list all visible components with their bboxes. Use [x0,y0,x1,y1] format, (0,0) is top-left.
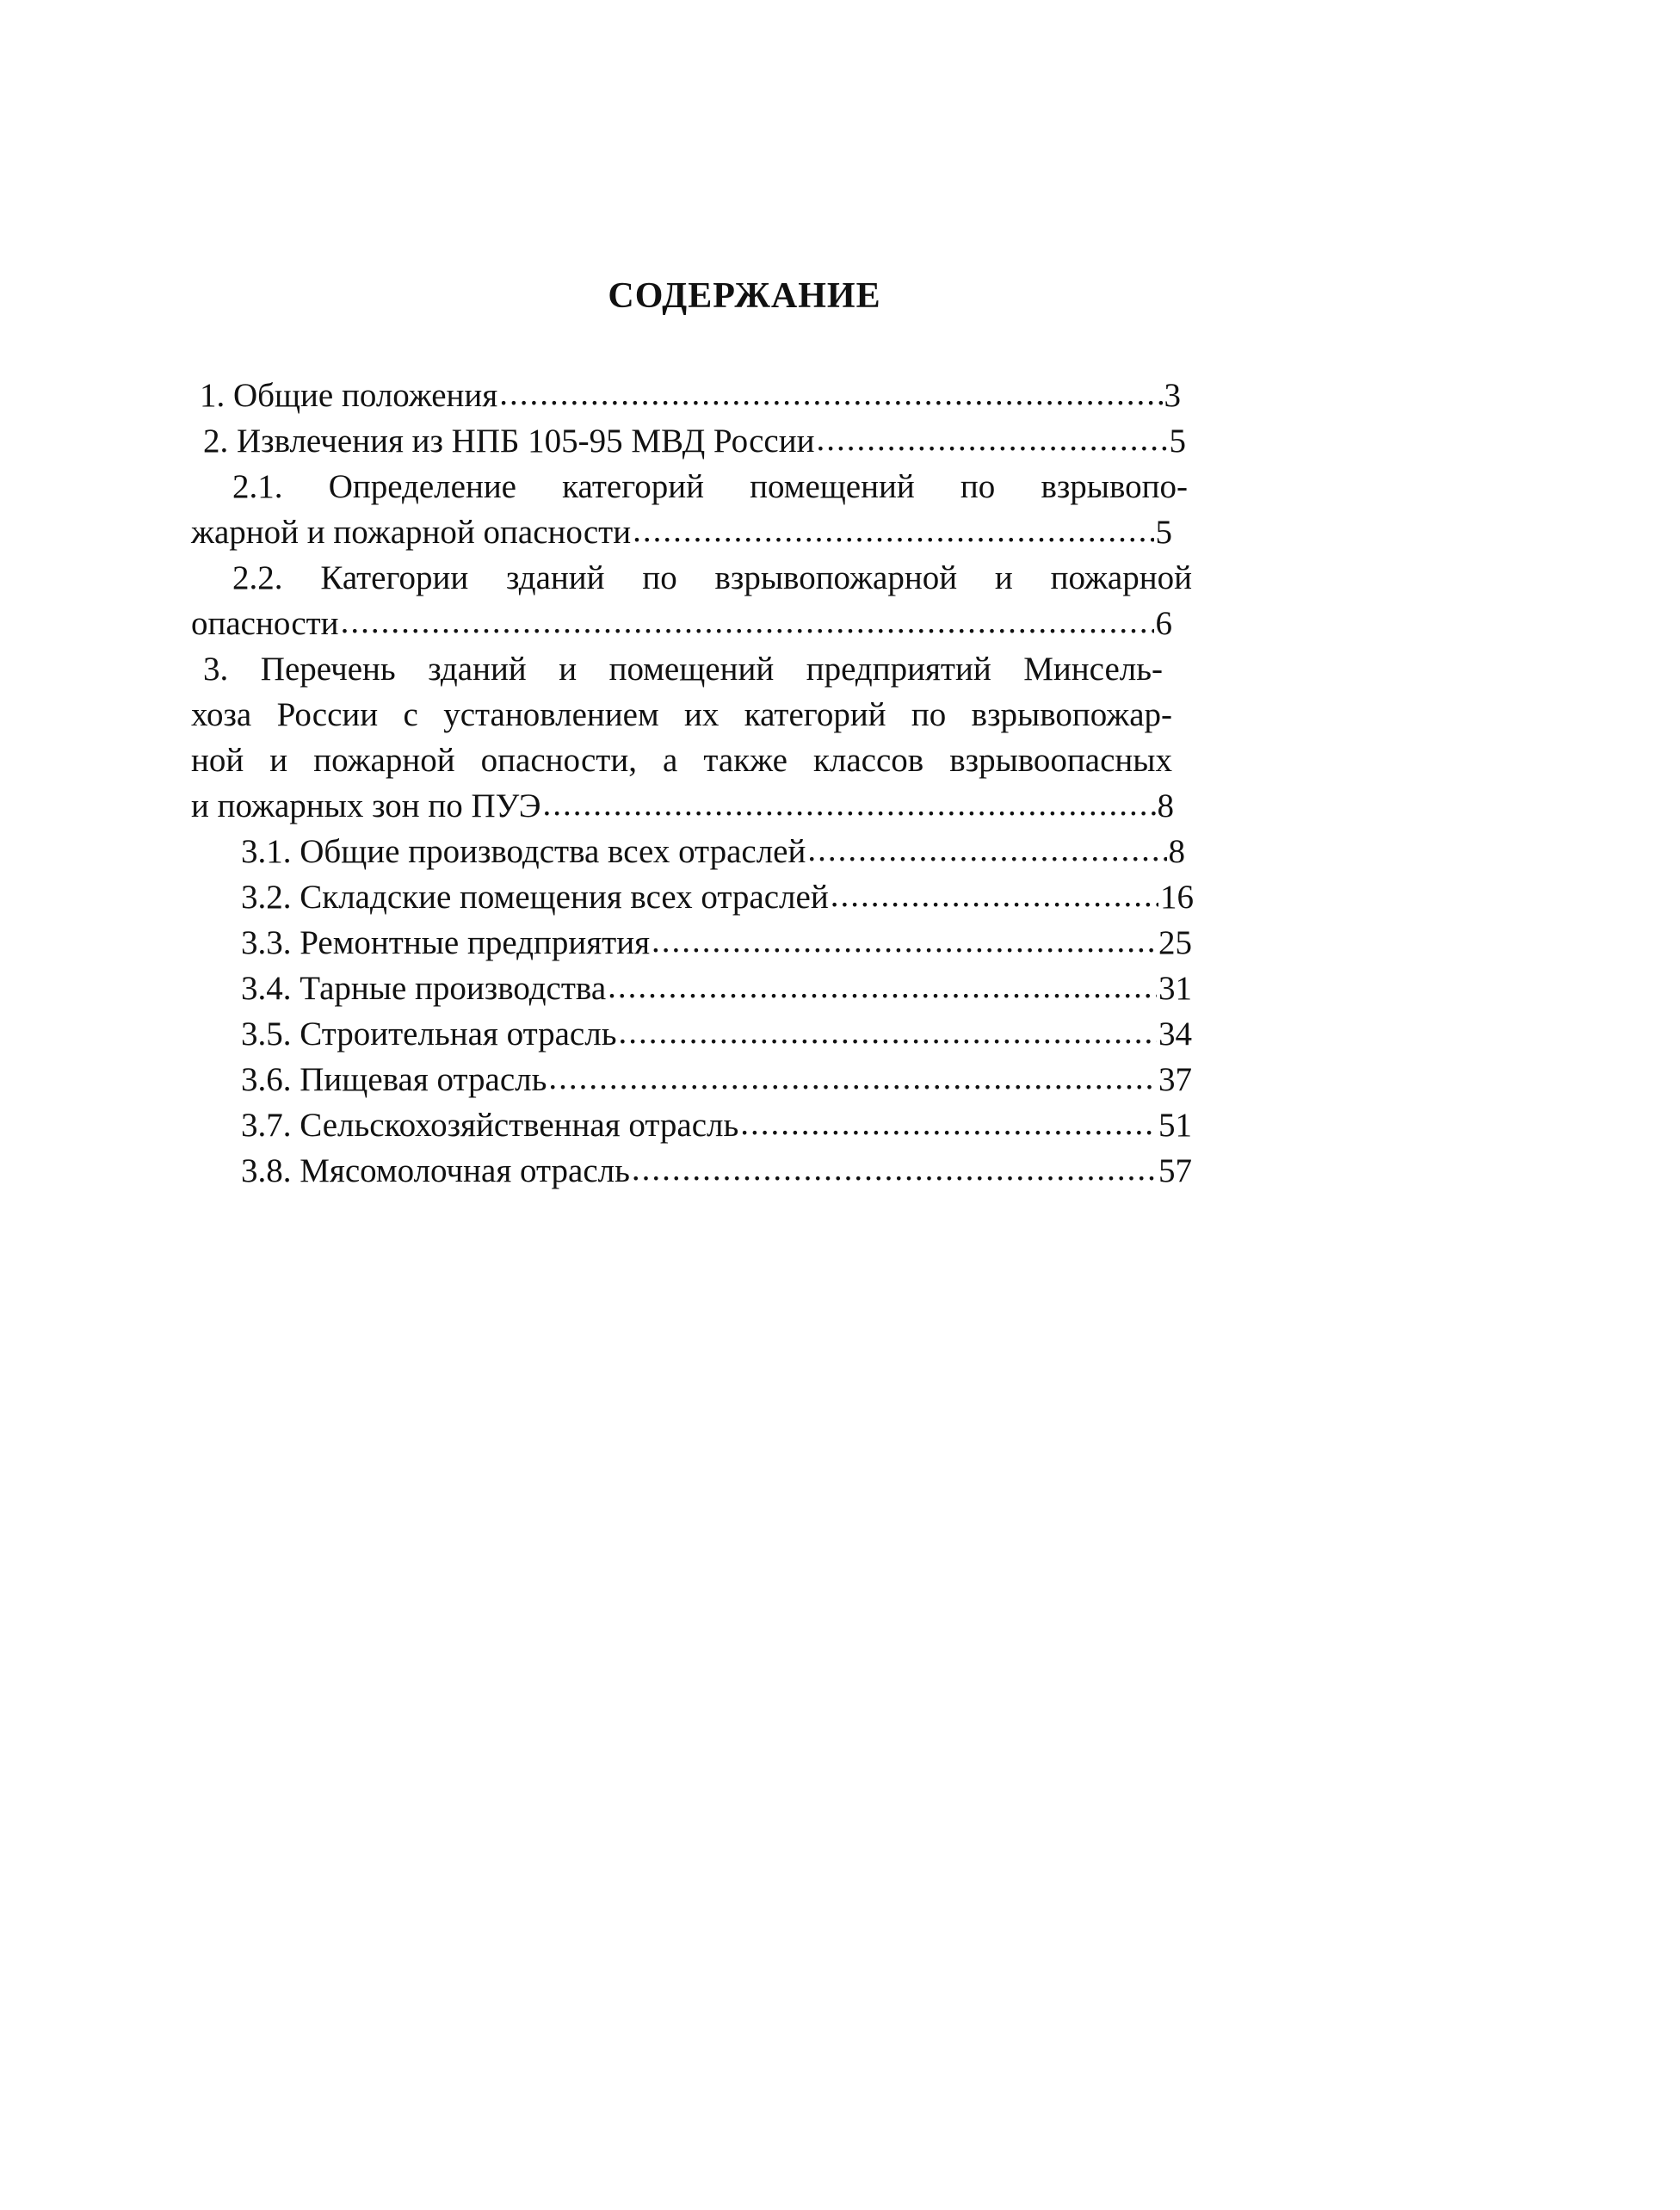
toc-entry [191,1102,1194,1148]
toc-entry [191,874,1194,920]
toc-entry-title-line: хоза России с установлением их категорий по взрывопожар- [191,696,1172,733]
toc-page-number: 25 [1158,924,1192,961]
toc-page-number: 37 [1158,1061,1192,1098]
toc-page-number: 3 [1164,377,1181,414]
toc-entry [191,1148,1194,1194]
toc-entry [191,1057,1194,1102]
toc-entry-title-line: жарной и пожарной опасности [191,514,632,551]
toc-page-number: 6 [1155,605,1172,642]
page-title: СОДЕРЖАНИЕ [608,276,881,316]
toc-entry [191,966,1194,1011]
dot-leader [608,964,1157,1009]
toc-entry-title-line: 2.2. Категории зданий по взрывопожарной и пожарной [232,559,1192,596]
dot-leader [632,1146,1157,1192]
toc-entry [191,418,1194,464]
dot-leader [831,873,1158,918]
toc-entry [191,646,1194,829]
dot-leader [543,781,1156,827]
table-of-contents [191,373,1194,1194]
toc-entry-title: 3.2. Складские помещения всех отраслей [241,879,829,916]
toc-entry-title-line: 3. Перечень зданий и помещений предприятий Минсель- [203,651,1163,688]
toc-entry [191,920,1194,966]
dot-leader [341,599,1154,645]
dot-leader [633,508,1153,553]
toc-page-number: 5 [1169,423,1186,460]
toc-entry-title: 1. Общие положения [200,377,498,414]
toc-page-number: 8 [1168,833,1185,870]
toc-page-number: 57 [1158,1152,1192,1189]
toc-entry-title: 3.4. Тарные производства [241,970,607,1007]
toc-entry-title: 2. Извлечения из НПБ 105-95 МВД России [203,423,815,460]
toc-page-number: 16 [1160,879,1194,916]
dot-leader [652,918,1157,964]
toc-entry-title: 3.7. Сельскохозяйственная отрасль [241,1107,739,1144]
toc-entry-title-line: 2.1. Определение категорий помещений по взрывопо- [232,468,1188,505]
toc-entry-title-line: и пожарных зон по ПУЭ [191,787,541,824]
toc-entry-title: 3.6. Пищевая отрасль [241,1061,547,1098]
dot-leader [548,1055,1157,1101]
toc-page-number: 34 [1158,1015,1192,1053]
toc-entry-title: 3.8. Мясомолочная отрасль [241,1152,630,1189]
dot-leader [618,1009,1157,1055]
dot-leader [740,1101,1157,1146]
toc-entry-title: 3.5. Строительная отрасль [241,1015,617,1053]
toc-page-number: 8 [1157,787,1174,824]
toc-entry-title: 3.3. Ремонтные предприятия [241,924,651,961]
dot-leader [816,417,1167,462]
toc-entry-title-line: опасности [191,605,339,642]
toc-entry-title: 3.1. Общие производства всех отраслей [241,833,806,870]
dot-leader [499,371,1162,417]
toc-entry [191,829,1194,874]
toc-page-number: 51 [1158,1107,1192,1144]
toc-entry [191,373,1194,418]
toc-entry [191,555,1194,646]
toc-page-number: 5 [1155,514,1172,551]
toc-entry [191,1011,1194,1057]
toc-page-number: 31 [1158,970,1192,1007]
toc-entry [191,464,1194,555]
dot-leader [807,827,1166,873]
toc-entry-title-line: ной и пожарной опасности, а также классов взрывоопасных [191,742,1172,779]
